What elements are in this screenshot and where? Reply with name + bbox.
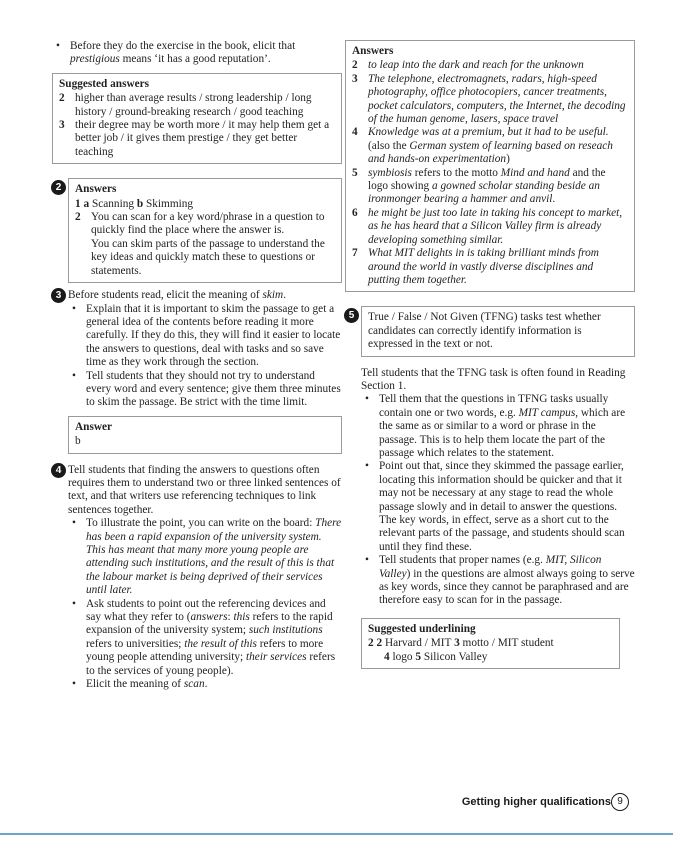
bottom-divider	[0, 833, 673, 835]
section-4	[52, 464, 342, 692]
box-heading: Suggested answers	[59, 77, 150, 90]
box-text: True / False / Not Given (TFNG) tasks test whether candidates can correctly identify information is expressed in the text or not.	[368, 311, 601, 351]
list-item	[352, 247, 628, 287]
list-item: • Tell students that they should not try to understand every word and every sentence; give them three minutes to skim the passage. Be strict with the time limit.	[68, 370, 342, 410]
bold-text: 4	[384, 650, 390, 663]
italic-text: scan	[183, 678, 205, 691]
item-number: 2	[59, 92, 65, 105]
item-number: 3	[352, 72, 358, 85]
section-number-badge: 2	[51, 180, 66, 195]
item-text	[368, 59, 584, 71]
list-item	[361, 460, 635, 554]
underlining-line	[368, 637, 613, 650]
box-heading: Answers	[75, 183, 117, 196]
text-run: refers to the motto	[411, 166, 501, 179]
italic-text: he might be just too late in taking his concept to market, as he has heard that a Silicon Valley firm is already developing something similar.	[368, 206, 623, 246]
italic-text: skim	[262, 289, 284, 302]
section-number-badge: 4	[51, 463, 66, 478]
item-text: You can skim parts of the passage to understand the key ideas and quickly match these to questions or statements.	[91, 237, 325, 277]
text-run: motto / MIT student	[459, 637, 554, 650]
italic-text: MIT, Silicon Valley	[379, 554, 602, 580]
item-text: their degree may be worth more / it may help them get a better job / it gives them prestige / they get better teaching	[75, 119, 330, 158]
list-item	[361, 554, 635, 608]
bold-text: 2 2	[368, 637, 383, 650]
section-lead: Tell students that finding the answers to questions often requires them to understand two or three linked sentences of text, and that writers use referencing techniques to link sentences together.	[68, 463, 341, 516]
answer-value: b	[75, 435, 81, 448]
text-run: Before students read, elicit the meaning of	[68, 289, 263, 302]
right-column	[345, 40, 635, 669]
item-number: 7	[352, 247, 358, 260]
answer-box	[68, 416, 342, 454]
answers-box	[68, 178, 342, 283]
section-5-body	[345, 367, 635, 670]
item-number: 6	[352, 206, 358, 219]
text-run: and the logo showing	[368, 166, 606, 193]
box-heading: Answers	[352, 45, 394, 57]
item-text	[368, 73, 626, 125]
bold-text: a	[83, 197, 90, 210]
italic-text: There has been a rapid expansion of the university system. This has meant that many more young people are attending such institutions, and the result of this is that the labour market is being deprived of their services until later.	[86, 517, 342, 597]
list-item	[59, 119, 335, 159]
bold-text: 3	[454, 637, 460, 650]
text-run: Elicit the meaning of	[86, 678, 184, 691]
footer-chapter-title: Getting higher qualifications	[461, 796, 611, 808]
section-5	[345, 306, 635, 356]
section-bullets	[68, 303, 342, 410]
section-bullets	[361, 393, 635, 608]
item-number: 2	[352, 59, 358, 72]
list-item	[361, 393, 635, 460]
box-heading: Suggested underlining	[368, 622, 476, 635]
section-2	[52, 178, 342, 283]
list-item	[68, 517, 342, 597]
box-heading: Answer	[75, 420, 113, 433]
text-run: Ask students to point out the referencing devices and say what they refer to (	[86, 597, 326, 624]
text-run: )	[506, 153, 510, 166]
item-text: higher than average results / strong leadership / long history / ground-breaking research / good teaching	[75, 92, 312, 118]
item-text	[368, 207, 622, 246]
intro-bullets	[52, 40, 342, 67]
italic-text: this	[233, 611, 250, 624]
italic-text: the result of this	[184, 637, 257, 650]
item-text: You can scan for a key word/phrase in a question to quickly find the place where the answer is.	[91, 211, 325, 237]
list-item	[352, 207, 628, 247]
answer-item-2	[75, 211, 335, 278]
text-run: :	[227, 611, 234, 624]
list-item	[59, 92, 335, 119]
bold-text: b	[136, 197, 144, 210]
text-run: .	[552, 193, 556, 206]
bold-text: 1	[75, 197, 84, 210]
text-run: , which are the same as or similar to a word or phrase in the passage. This is to help them locate the part of the passage which relates to the statement.	[379, 406, 626, 459]
answers-box	[345, 40, 635, 292]
section-number-badge: 3	[51, 288, 66, 303]
page-number: 9	[611, 793, 629, 811]
text-run: Point out that, since they skimmed the passage earlier, locating this information should be quicker and that it may not be necessary at any stage to read the whole passage slowly and in detail to answer the questions. The key words, in effect, serve as a short cut to the relevant parts of the passage, and students should scan until they find these.	[379, 460, 625, 553]
answer-line	[75, 198, 335, 211]
text-run: refers to universities;	[86, 637, 185, 650]
text-run: Silicon Valley	[421, 650, 488, 663]
italic-text: The telephone, electromagnets, radars, high-speed photography, office photocopiers, cancer treatments, pocket calculators, computers, the Internet, the decoding of the human genome, lasers, space travel	[368, 72, 626, 126]
bold-text: 5	[415, 650, 422, 663]
section-3	[52, 289, 342, 453]
text-run: Before they do the exercise in the book, elicit that	[70, 40, 296, 52]
list-item	[352, 73, 628, 127]
text-run: .	[204, 678, 208, 691]
section-lead: Tell students that the TFNG task is often found in Reading Section 1.	[361, 366, 626, 392]
item-number: 5	[352, 166, 358, 179]
text-run: ) in the questions are almost always going to serve as key words, since they cannot be paraphrased and are therefore easy to scan for in the passage.	[379, 567, 635, 607]
item-text	[368, 126, 613, 165]
suggested-answers-list	[59, 92, 335, 159]
italic-text: their services	[246, 651, 307, 664]
answers-list	[352, 59, 628, 287]
item-number: 2	[75, 211, 81, 224]
text-run: .	[283, 289, 287, 302]
text-run: refers to more young people attending university;	[86, 637, 324, 664]
italic-text: Knowledge was at a premium, but it had to be useful.	[368, 126, 609, 139]
text-run: To illustrate the point, you can write on the board:	[86, 517, 316, 530]
item-number: 3	[59, 119, 65, 132]
list-item	[352, 126, 628, 166]
italic-text: What MIT delights in is taking brilliant minds from around the world in vastly diverse disciplines and putting them together.	[368, 247, 599, 286]
item-number: 4	[352, 126, 358, 139]
section-lead	[68, 289, 342, 302]
text-run: means ‘it has a good reputation’.	[119, 53, 271, 66]
text-run: Scanning	[89, 197, 137, 210]
section-number-badge: 5	[344, 308, 359, 323]
tfng-box	[361, 306, 635, 356]
text-run: Tell them that the questions in TFNG tasks usually contain one or two words, e.g.	[379, 393, 609, 419]
list-item	[68, 598, 342, 678]
italic-text: prestigious	[70, 53, 120, 66]
text-run: Harvard / MIT	[382, 637, 455, 650]
text-run: refers to the services of young people).	[86, 651, 336, 677]
italic-text: to leap into the dark and reach for the unknown	[368, 59, 584, 72]
item-text	[368, 167, 606, 206]
italic-text: such institutions	[248, 624, 323, 637]
text-run: refers to the rapid expansion of the university system;	[86, 611, 333, 637]
item-text	[368, 247, 599, 286]
underlining-line	[368, 651, 613, 664]
left-column	[52, 40, 342, 691]
text-run: Tell students that proper names (e.g.	[379, 554, 546, 567]
italic-text: MIT campus	[518, 406, 576, 419]
italic-text: Mind and hand	[500, 166, 570, 179]
suggested-underlining-box	[361, 618, 620, 669]
italic-text: a gowned scholar standing beside an ironmonger bearing a hammer and anvil	[368, 180, 600, 206]
section-bullets	[68, 517, 342, 691]
list-item	[68, 678, 342, 691]
text-run: Skimming	[143, 197, 194, 210]
list-item: • Explain that it is important to skim the passage to get a general idea of the contents before reading it more carefully. If they do this, they will find it easier to locate the answers to questions, deal with tasks and so save time as they work through the section.	[68, 303, 342, 370]
text-run: logo	[389, 650, 416, 663]
italic-text: symbiosis	[368, 166, 412, 179]
italic-text: German system of learning based on reseach and hands-on experimentation	[368, 139, 613, 166]
list-item	[352, 59, 628, 72]
suggested-answers-box	[52, 73, 342, 164]
italic-text: answers	[190, 611, 228, 624]
text-run: (also the	[368, 139, 410, 152]
list-item	[52, 40, 342, 67]
list-item	[352, 167, 628, 207]
